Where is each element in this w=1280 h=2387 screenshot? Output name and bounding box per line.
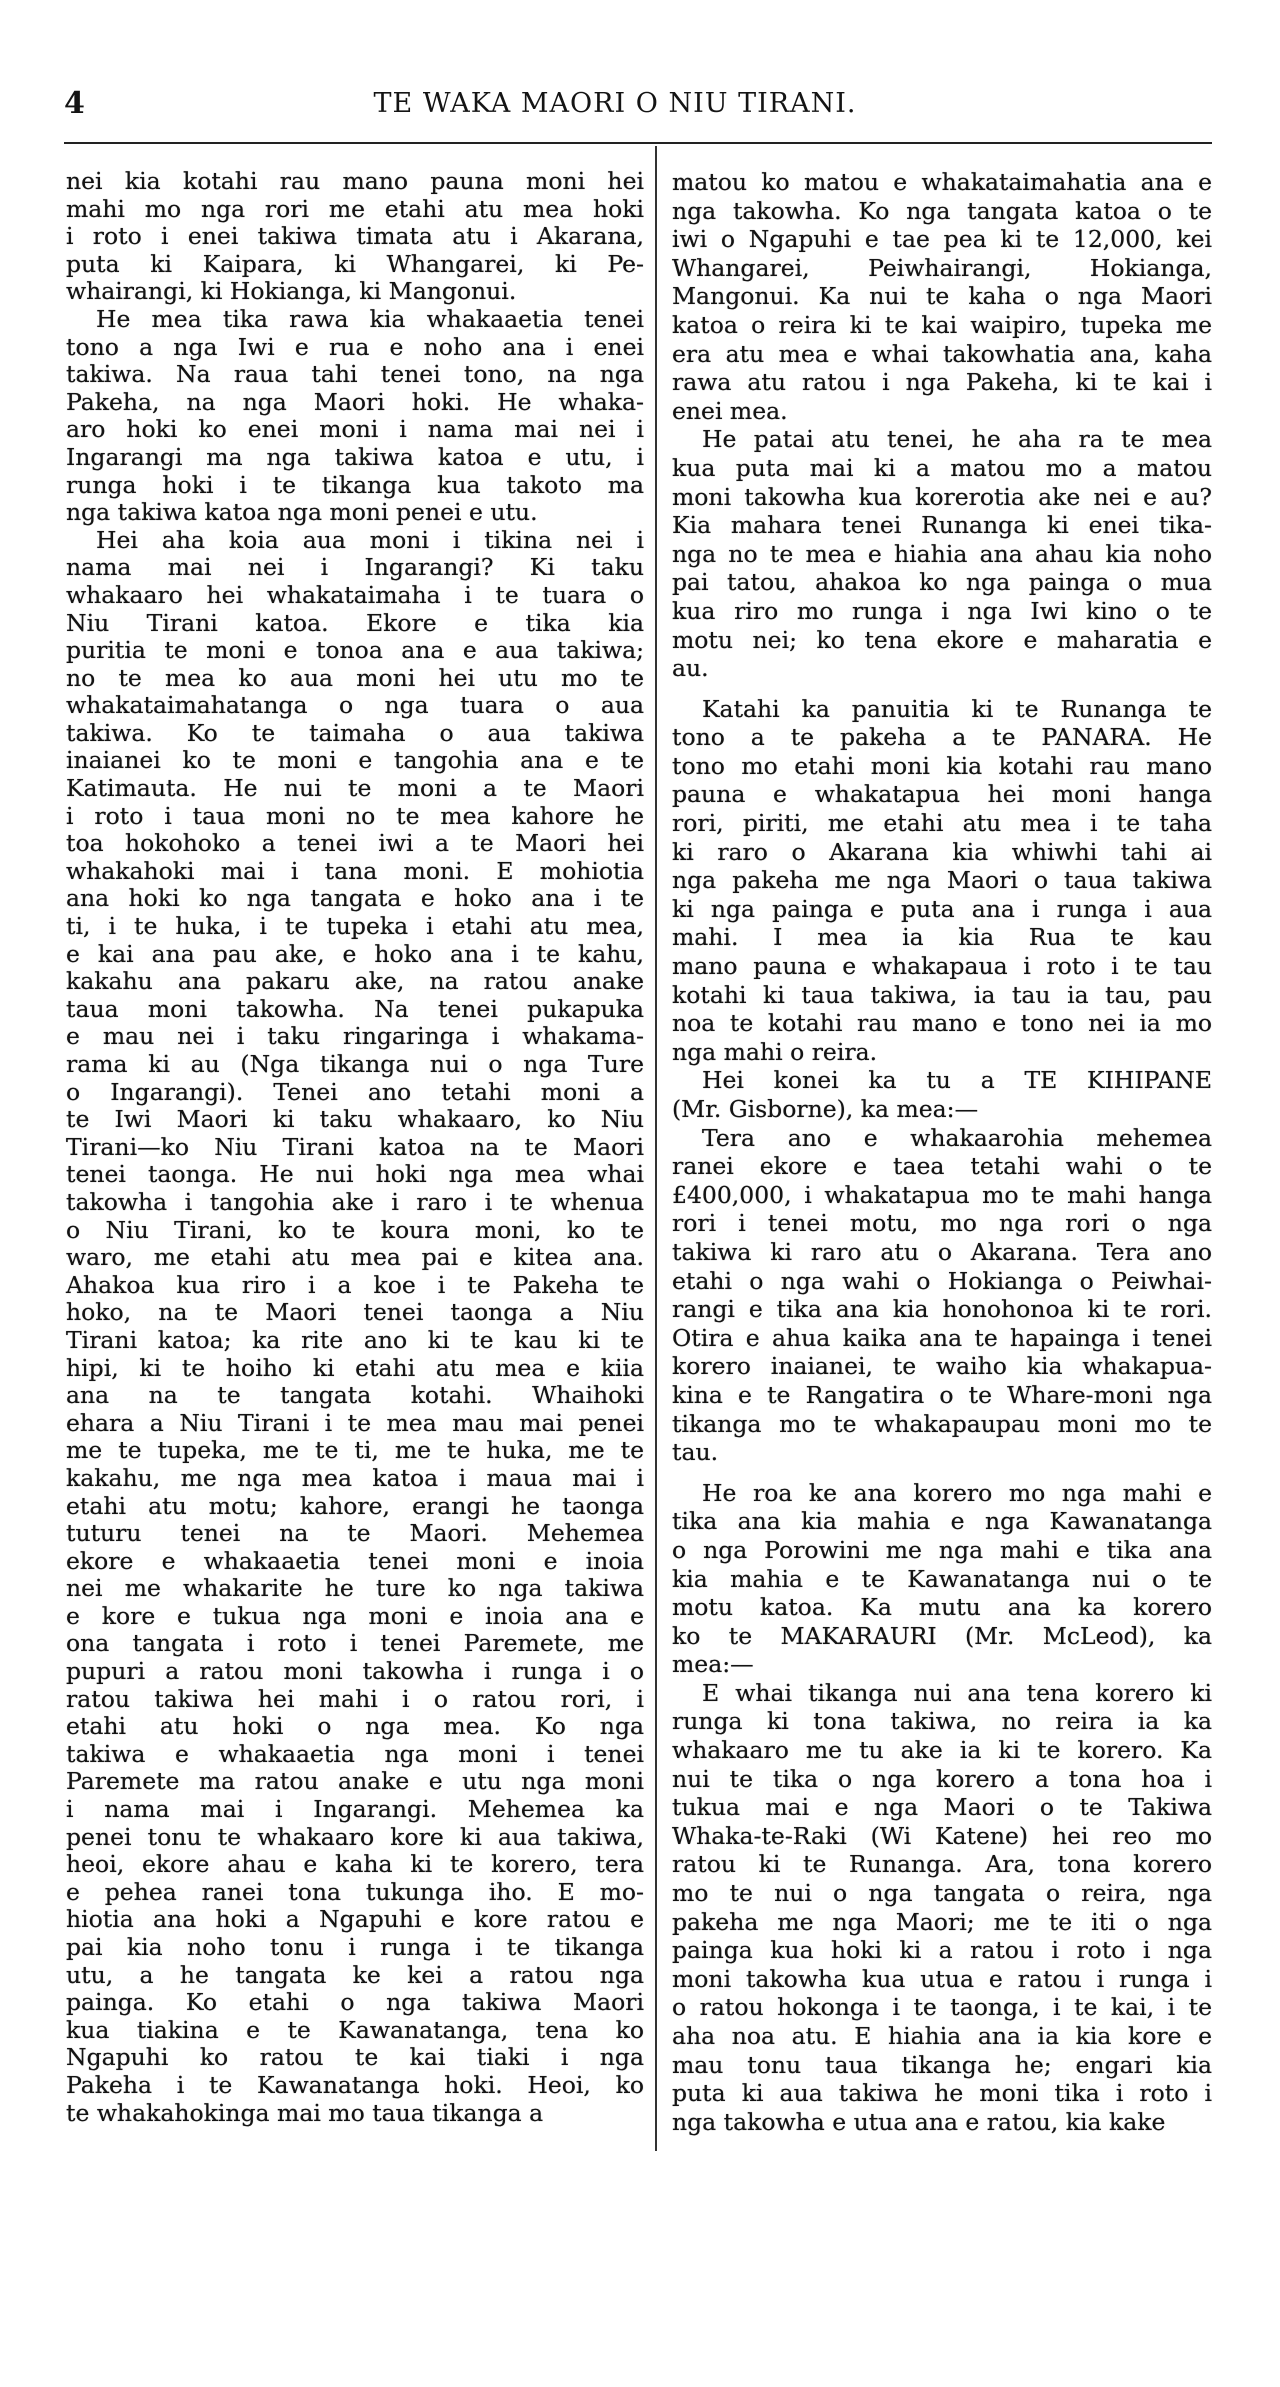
text-line: puta ki aua takiwa he moni tika i roto i — [672, 2079, 1212, 2108]
text-line: o Ingarangi). Tenei ano tetahi moni a — [66, 1077, 644, 1106]
text-line: tono a te pakeha a te PANARA. He — [672, 723, 1212, 752]
text-line: whakaaro hei whakataimaha i te tuara o — [66, 580, 644, 609]
paragraph — [66, 168, 644, 306]
text-line: toa hokohoko a tenei iwi a te Maori hei — [66, 829, 644, 858]
text-line: kakahu ana pakaru ake, na ratou anake — [66, 967, 644, 996]
header-rule — [64, 142, 1212, 144]
text-line: Ngapuhi ko ratou te kai tiaki i nga — [66, 2043, 644, 2072]
text-line: taua moni takowha. Na tenei pukapuka — [66, 994, 644, 1023]
text-line: matou ko matou e whakataimahatia ana e — [672, 168, 1212, 196]
text-line: rori, piriti, me etahi atu mea i te taha — [672, 809, 1212, 838]
text-line: nama mai nei i Ingarangi? Ki taku — [66, 553, 644, 582]
text-line: painga kua hoki ki a ratou i roto i nga — [672, 1936, 1212, 1965]
text-line: pai kia noho tonu i runga i te tikanga — [66, 1933, 644, 1961]
text-line: ana na te tangata kotahi. Whaihoki — [66, 1381, 644, 1410]
text-line: Pakeha, na nga Maori hoki. He whaka- — [66, 387, 644, 416]
text-line: nei me whakarite he ture ko nga takiwa — [66, 1574, 644, 1603]
text-line: waro, me etahi atu mea pai e kitea ana. — [66, 1243, 644, 1272]
text-line: ana hoki ko nga tangata e hoko ana i te — [66, 884, 644, 913]
text-line: ekore e whakaaetia tenei moni e inoia — [66, 1546, 644, 1575]
text-line: E whai tikanga nui ana tena korero ki — [702, 1678, 1212, 1707]
text-line: o nga Porowini me nga mahi e tika ana — [672, 1535, 1212, 1564]
text-line: kotahi ki taua takiwa, ia tau ia tau, pau — [672, 980, 1212, 1009]
right-column — [672, 168, 1212, 2136]
text-line: moni takowha kua korerotia ake nei e au? — [672, 482, 1212, 511]
paragraph — [672, 425, 1212, 682]
text-line: aro hoki ko enei moni i nama mai nei i — [66, 415, 644, 444]
text-line: nga mahi o reira. — [672, 1037, 878, 1066]
text-line: runga hoki i te tikanga kua takoto ma — [66, 470, 644, 499]
text-line: hipi, ki te hoiho ki etahi atu mea e kiia — [66, 1353, 644, 1382]
text-line: inaianei ko te moni e tangohia ana e te — [66, 746, 644, 775]
text-line: nga takiwa katoa nga moni penei e utu. — [66, 498, 538, 527]
text-line: e kai ana pau ake, e hoko ana i te kahu, — [66, 939, 644, 968]
column-divider — [655, 146, 657, 2151]
text-line: pai tatou, ahakoa ko nga painga o mua — [672, 568, 1212, 597]
text-line: hoko, na te Maori tenei taonga a Niu — [66, 1298, 644, 1327]
text-line: tono mo etahi moni kia kotahi rau mano — [672, 751, 1212, 780]
text-line: kakahu, me nga mea katoa i maua mai i — [66, 1463, 644, 1492]
text-line: nui te tika o nga korero a tona hoa i — [672, 1764, 1212, 1793]
text-line: iwi o Ngapuhi e tae pea ki te 12,000, kei — [672, 225, 1212, 254]
text-line: tukua mai e nga Maori o te Takiwa — [672, 1793, 1212, 1822]
text-line: takiwa ki raro atu o Akarana. Tera ano — [672, 1237, 1212, 1266]
text-line: He roa ke ana korero mo nga mahi e — [702, 1478, 1212, 1507]
text-line: te Iwi Maori ki taku whakaaro, ko Niu — [66, 1105, 644, 1134]
text-line: aha noa atu. E hiahia ana ia kia kore e — [672, 2022, 1212, 2050]
left-column — [66, 168, 644, 2127]
text-line: motu nei; ko tena ekore e maharatia e — [672, 625, 1212, 654]
paragraph — [672, 1124, 1212, 1467]
text-line: no te mea ko aua moni hei utu mo te — [66, 663, 644, 692]
text-line: (Mr. Gisborne), ka mea:— — [672, 1095, 979, 1123]
text-line: tika ana kia mahia e nga Kawanatanga — [672, 1507, 1212, 1536]
text-line: te whakahokinga mai mo taua tikanga a — [66, 2098, 544, 2127]
text-line: Kia mahara tenei Runanga ki enei tika- — [672, 511, 1212, 540]
text-line: i nama mai i Ingarangi. Mehemea ka — [66, 1795, 644, 1824]
text-line: Katahi ka panuitia ki te Runanga te — [702, 694, 1212, 723]
text-line: kua riro mo runga i nga Iwi kino o te — [672, 596, 1212, 625]
paragraph — [672, 1679, 1212, 2137]
text-line: e kore e tukua nga moni e inoia ana e — [66, 1601, 644, 1630]
text-line: etahi o nga wahi o Hokianga o Peiwhai- — [672, 1266, 1212, 1295]
text-line: noa te kotahi rau mano e tono nei ia mo — [672, 1009, 1212, 1038]
text-line: ehara a Niu Tirani i te mea mau mai penei — [66, 1408, 644, 1437]
text-line: tuturu tenei na te Maori. Mehemea — [66, 1519, 644, 1548]
text-line: Ingarangi ma nga takiwa katoa e utu, i — [66, 442, 644, 471]
text-line: Whangarei, Peiwhairangi, Hokianga, — [672, 253, 1212, 282]
text-line: nei kia kotahi rau mano pauna moni hei — [66, 167, 644, 195]
text-line: pauna e whakatapua hei moni hanga — [672, 780, 1212, 809]
text-line: nga pakeha me nga Maori o taua takiwa — [672, 866, 1212, 895]
text-line: tenei taonga. He nui hoki nga mea whai — [66, 1160, 644, 1189]
text-line: mahi. I mea ia kia Rua te kau — [672, 923, 1212, 952]
paragraph — [66, 306, 644, 527]
text-line: whairangi, ki Hokianga, ki Mangonui. — [66, 277, 517, 306]
text-line: mau tonu taua tikanga he; engari kia — [672, 2050, 1212, 2079]
text-line: runga ki tona takiwa, no reira ia ka — [672, 1707, 1212, 1736]
text-line: Tirani katoa; ka rite ano ki te kau ki te — [66, 1325, 644, 1354]
text-line: ratou ki te Runanga. Ara, tona korero — [672, 1850, 1212, 1879]
text-line: enei mea. — [672, 396, 788, 425]
text-line: Whaka-te-Raki (Wi Katene) hei reo mo — [672, 1821, 1212, 1850]
text-line: He mea tika rawa kia whakaaetia tenei — [96, 304, 644, 333]
paragraph — [672, 695, 1212, 1067]
text-line: nga no te mea e hiahia ana ahau kia noho — [672, 539, 1212, 568]
text-line: Niu Tirani katoa. Ekore e tika kia — [66, 608, 644, 637]
text-line: puta ki Kaipara, ki Whangarei, ki Pe- — [66, 249, 644, 278]
text-line: Paremete ma ratou anake e utu nga moni — [66, 1767, 644, 1796]
text-line: ki nga painga e puta ana i runga i aua — [672, 894, 1212, 923]
text-line: Ahakoa kua riro i a koe i te Pakeha te — [66, 1270, 644, 1299]
text-line: me te tupeka, me te ti, me te huka, me te — [66, 1436, 644, 1465]
text-line: whakaaro me tu ake ia ki te korero. Ka — [672, 1736, 1212, 1765]
text-line: nga takowha e utua ana e ratou, kia kake — [672, 2107, 1166, 2136]
text-line: i roto i enei takiwa timata atu i Akarana, — [66, 222, 644, 251]
text-line: korero inaianei, te waiho kia whakapua- — [672, 1352, 1212, 1381]
text-line: takiwa. Na raua tahi tenei tono, na nga — [66, 360, 644, 389]
text-line: era atu mea e whai takowhatia ana, kaha — [672, 339, 1212, 368]
text-line: penei tonu te whakaaro kore ki aua takiwa, — [66, 1822, 644, 1851]
text-line: tono a nga Iwi e rua e noho ana i enei — [66, 332, 644, 361]
text-line: ki raro o Akarana kia whiwhi tahi ai — [672, 837, 1212, 866]
text-line: ratou takiwa hei mahi i o ratou rori, i — [66, 1684, 644, 1713]
text-line: Otira e ahua kaika ana te hapainga i tenei — [672, 1323, 1212, 1352]
text-line: heoi, ekore ahau e kaha ki te korero, tera — [66, 1850, 644, 1879]
paragraph — [66, 527, 644, 2127]
text-line: Pakeha i te Kawanatanga hoki. Heoi, ko — [66, 2070, 644, 2099]
text-line: pakeha me nga Maori; me te iti o nga — [672, 1907, 1212, 1936]
text-line: o ratou hokonga i te taonga, i te kai, i te — [672, 1993, 1212, 2022]
text-line: ranei ekore e taea tetahi wahi o te — [672, 1152, 1212, 1181]
text-line: Hei konei ka tu a TE KIHIPANE — [702, 1066, 1212, 1095]
text-line: whakahoki mai i tana moni. E mohiotia — [66, 856, 644, 885]
text-line: takiwa e whakaaetia nga moni i tenei — [66, 1739, 644, 1768]
text-line: pupuri a ratou moni takowha i runga i o — [66, 1657, 644, 1686]
text-line: au. — [672, 654, 709, 683]
text-line: kia mahia e te Kawanatanga nui o te — [672, 1564, 1212, 1593]
text-line: painga. Ko etahi o nga takiwa Maori — [66, 1988, 644, 2017]
text-line: i roto i taua moni no te mea kahore he — [66, 801, 644, 830]
text-line: puritia te moni e tonoa ana e aua takiwa; — [66, 636, 644, 665]
text-line: mano pauna e whakapaua i roto i te tau — [672, 952, 1212, 981]
newspaper-title: TE WAKA MAORI O NIU TIRANI. — [373, 88, 857, 119]
text-line: takiwa. Ko te taimaha o aua takiwa — [66, 718, 644, 747]
text-line: rori i tenei motu, mo nga rori o nga — [672, 1209, 1212, 1238]
text-line: kua tiakina e te Kawanatanga, tena ko — [66, 2015, 644, 2044]
text-line: utu, a he tangata ke kei a ratou nga — [66, 1960, 644, 1989]
text-line: e pehea ranei tona tukunga iho. E mo- — [66, 1877, 644, 1906]
text-line: tikanga mo te whakapaupau moni mo te — [672, 1409, 1212, 1438]
text-line: motu katoa. Ka mutu ana ka korero — [672, 1593, 1212, 1622]
text-line: o Niu Tirani, ko te koura moni, ko te — [66, 1215, 644, 1244]
text-line: mea:— — [672, 1650, 754, 1679]
text-line: Tera ano e whakaarohia mehemea — [702, 1123, 1212, 1152]
paragraph — [672, 1479, 1212, 1679]
paragraph — [672, 1066, 1212, 1123]
text-line: katoa o reira ki te kai waipiro, tupeka me — [672, 310, 1212, 339]
text-line: £400,000, i whakatapua mo te mahi hanga — [672, 1180, 1212, 1209]
text-line: ti, i te huka, i te tupeka i etahi atu mea, — [66, 912, 644, 941]
text-line: etahi atu motu; kahore, erangi he taonga — [66, 1491, 644, 1520]
text-line: Tirani—ko Niu Tirani katoa na te Maori — [66, 1132, 644, 1161]
text-line: mo te nui o nga tangata o reira, nga — [672, 1879, 1212, 1908]
text-line: nga takowha. Ko nga tangata katoa o te — [672, 196, 1212, 225]
page-number: 4 — [64, 86, 85, 121]
text-line: takowha i tangohia ake i raro i te whenua — [66, 1187, 644, 1216]
text-line: rawa atu ratou i nga Pakeha, ki te kai i — [672, 368, 1212, 397]
text-line: ko te MAKARAURI (Mr. McLeod), ka — [672, 1621, 1212, 1650]
text-line: whakataimahatanga o nga tuara o aua — [66, 691, 644, 720]
text-line: Mangonui. Ka nui te kaha o nga Maori — [672, 282, 1212, 311]
text-line: Katimauta. He nui te moni a te Maori — [66, 774, 644, 803]
text-line: mahi mo nga rori me etahi atu mea hoki — [66, 194, 644, 223]
text-line: ona tangata i roto i tenei Paremete, me — [66, 1629, 644, 1658]
text-line: etahi atu hoki o nga mea. Ko nga — [66, 1712, 644, 1741]
text-line: e mau nei i taku ringaringa i whakama- — [66, 1022, 644, 1051]
text-line: rama ki au (Nga tikanga nui o nga Ture — [66, 1050, 644, 1078]
text-line: moni takowha kua utua e ratou i runga i — [672, 1964, 1212, 1993]
text-line: Hei aha koia aua moni i tikina nei i — [96, 525, 644, 554]
text-line: rangi e tika ana kia honohonoa ki te rori. — [672, 1295, 1212, 1324]
text-line: kua puta mai ki a matou mo a matou — [672, 453, 1212, 482]
text-line: tau. — [672, 1438, 719, 1467]
text-line: He patai atu tenei, he aha ra te mea — [702, 425, 1212, 454]
text-line: kina e te Rangatira o te Whare-moni nga — [672, 1380, 1212, 1409]
paragraph — [672, 168, 1212, 425]
text-line: hiotia ana hoki a Ngapuhi e kore ratou e — [66, 1905, 644, 1934]
